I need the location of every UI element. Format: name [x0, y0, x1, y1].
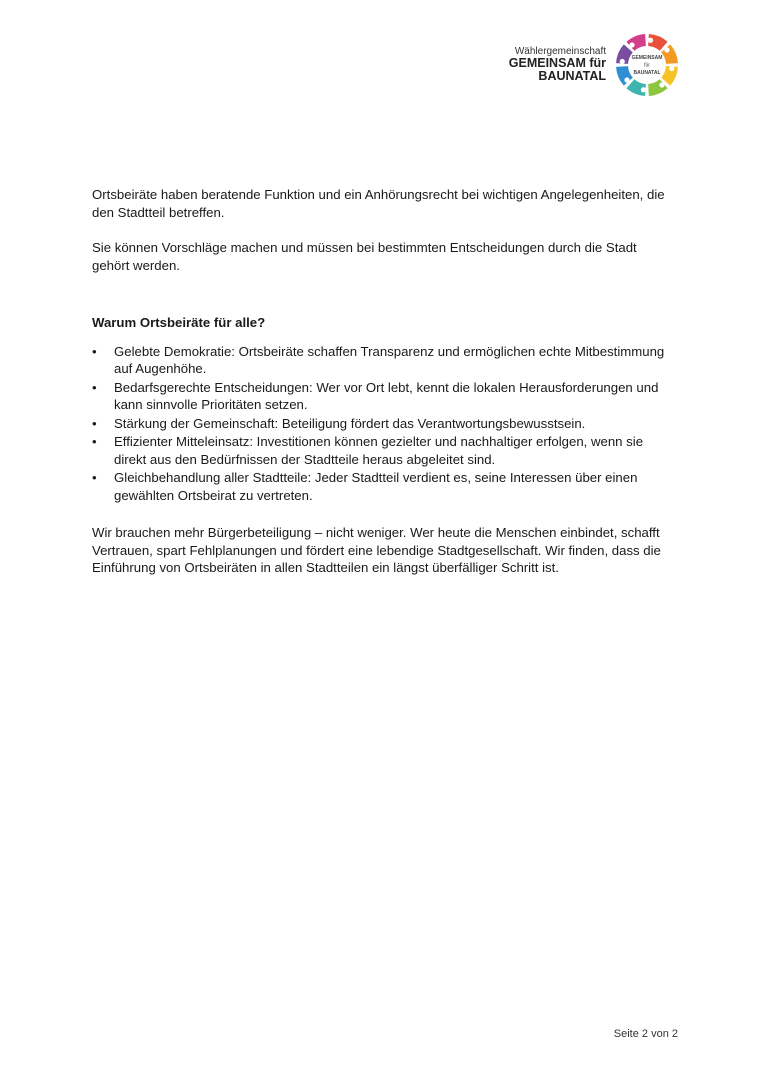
logo-figure-head [624, 77, 629, 82]
list-item-text: Gleichbehandlung aller Stadtteile: Jeder Stadtteil verdient es, seine Interessen über einen gewählten Ortsbeirat zu vertreten. [114, 470, 638, 503]
logo-ring-segment [661, 44, 678, 63]
list-item [92, 379, 672, 414]
bullet-marker: • [92, 343, 97, 359]
logo-ring-segment [616, 66, 633, 85]
paragraph-closing: Wir brauchen mehr Bürgerbeteiligung – nicht weniger. Wer heute die Menschen einbindet, schafft Vertrauen, spart Fehlplanungen und fördert eine lebendige Stadtgesellschaft. Wir finden, dass die Einführung von Ortsbeiräten in allen Stadtteilen ein längst überfälliger Schritt ist. [92, 525, 661, 575]
list-item-text: Gelebte Demokratie: Ortsbeiräte schaffen Transparenz und ermöglichen echte Mitbestimmung auf Augenhöhe. [114, 343, 665, 376]
logo-figure-head [641, 87, 646, 92]
page-number: Seite 2 von 2 [613, 1028, 678, 1040]
list-item-text: Stärkung der Gemeinschaft: Beteiligung fördert das Verantwortungsbewusstsein. [114, 415, 586, 431]
list-item [92, 343, 672, 378]
list-item [92, 433, 672, 468]
logo-ring-icon [614, 32, 680, 98]
bullet-marker: • [92, 415, 97, 431]
logo-ring-text-mid: für [644, 62, 650, 69]
logo-org-line2: BAUNATAL [538, 69, 606, 84]
reasons-list [92, 343, 672, 505]
logo-figure-head [620, 59, 625, 64]
bullet-marker: • [92, 470, 97, 485]
list-item-text: Bedarfsgerechte Entscheidungen: Wer vor Ort lebt, kennt die lokalen Herausforderungen und kann sinnvolle Prioritäten setzen. [114, 379, 659, 412]
logo-ring-text-top: GEMEINSAM [631, 55, 663, 61]
org-logo [509, 32, 680, 98]
logo-figure-head [659, 82, 664, 87]
logo-text [509, 47, 606, 84]
paragraph-proposals: Sie können Vorschläge machen und müssen bei bestimmten Entscheidungen durch die Stadt gehört werden. [92, 240, 637, 273]
logo-ring-text-bottom: BAUNATAL [633, 70, 661, 76]
list-item [92, 469, 672, 504]
bullet-marker: • [92, 434, 97, 449]
list-item [92, 415, 672, 433]
section-heading: Warum Ortsbeiräte für alle? [92, 315, 266, 330]
logo-figure-head [669, 66, 674, 71]
logo-figure-head [629, 42, 634, 47]
document-body [92, 186, 672, 595]
logo-ring-segment [626, 34, 645, 51]
logo-org-small: Wählergemeinschaft [514, 45, 606, 57]
logo-ring-segment [648, 79, 667, 96]
logo-figure-head [648, 38, 653, 43]
paragraph-advisory-function: Ortsbeiräte haben beratende Funktion und ein Anhörungsrecht bei wichtigen Angelegenheiten, die den Stadtteil betreffen. [92, 187, 665, 220]
list-item-text: Effizienter Mitteleinsatz: Investitionen können gezielter und nachhaltiger erfolgen, wenn sie direkt aus den Bedürfnissen der Stadtteile heraus abgeleitet sind. [114, 434, 644, 467]
logo-figure-head [664, 47, 669, 52]
bullet-marker: • [92, 379, 97, 395]
logo-org-line1: GEMEINSAM für [508, 56, 606, 71]
